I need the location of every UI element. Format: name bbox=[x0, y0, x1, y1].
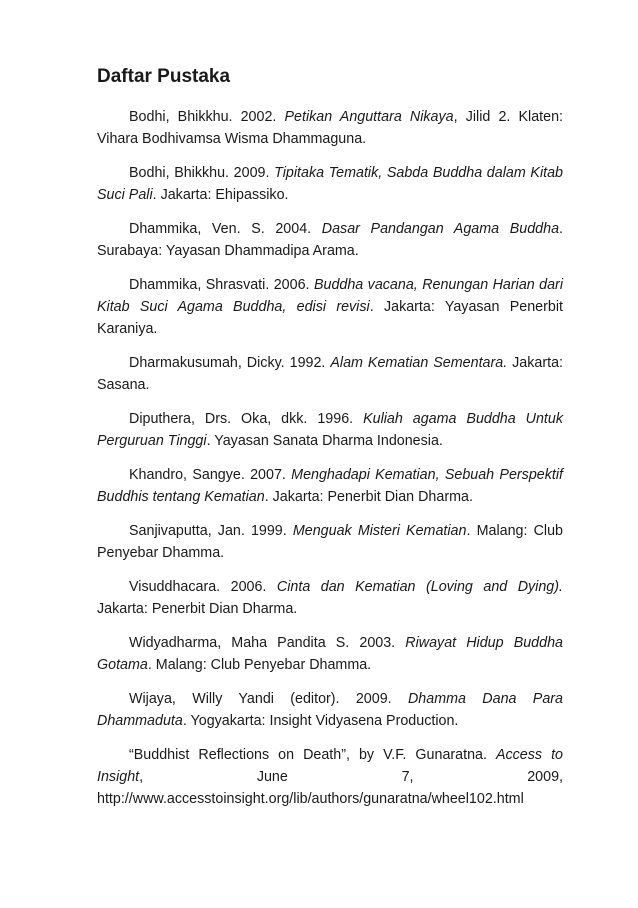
reference-entry bbox=[97, 688, 563, 732]
reference-title: Dasar Pandangan Agama Buddha bbox=[321, 221, 560, 237]
reference-publisher: , Jilid 2. Klaten: Vihara Bodhivamsa Wisma Dhammaguna. bbox=[97, 109, 563, 147]
reference-title: Riwayat Hidup Buddha Gotama bbox=[97, 635, 563, 673]
reference-title: Access to Insight bbox=[97, 747, 563, 785]
reference-title: Dhamma Dana Para Dhammaduta bbox=[97, 691, 563, 729]
reference-author-year: Sanjivaputta, Jan. 1999. bbox=[129, 523, 293, 539]
reference-publisher: . Yayasan Sanata Dharma Indonesia. bbox=[206, 433, 443, 449]
reference-author-year: “Buddhist Reflections on Death”, by V.F. Gunaratna. bbox=[129, 747, 496, 763]
reference-publisher: . Malang: Club Penyebar Dhamma. bbox=[97, 523, 563, 561]
reference-author-year: Khandro, Sangye. 2007. bbox=[129, 467, 292, 483]
reference-title: Petikan Anguttara Nikaya bbox=[284, 109, 454, 125]
reference-entry bbox=[97, 218, 563, 262]
reference-entry bbox=[97, 576, 563, 620]
reference-author-year: Diputhera, Drs. Oka, dkk. 1996. bbox=[129, 411, 364, 427]
reference-entry bbox=[97, 520, 563, 564]
reference-entry bbox=[97, 744, 563, 810]
reference-entry bbox=[97, 632, 563, 676]
reference-title: Menguak Misteri Kematian bbox=[292, 523, 467, 539]
reference-title: Tipitaka Tematik, Sabda Buddha dalam Kitab Suci Pali bbox=[97, 165, 563, 203]
reference-title: Menghadapi Kematian, Sebuah Perspektif Buddhis tentang Kematian bbox=[97, 467, 563, 505]
reference-list bbox=[97, 106, 563, 822]
reference-author-year: Dharmakusumah, Dicky. 1992. bbox=[129, 355, 331, 371]
reference-author-year: Visuddhacara. 2006. bbox=[129, 579, 277, 595]
reference-publisher: Jakarta: Sasana. bbox=[97, 355, 564, 393]
reference-entry bbox=[97, 106, 563, 150]
reference-entry bbox=[97, 464, 563, 508]
reference-entry bbox=[97, 162, 563, 206]
reference-entry bbox=[97, 274, 563, 340]
reference-publisher: . Jakarta: Yayasan Penerbit Karaniya. bbox=[97, 299, 563, 337]
reference-author-year: Dhammika, Ven. S. 2004. bbox=[129, 221, 322, 237]
reference-author-year: Dhammika, Shrasvati. 2006. bbox=[129, 277, 314, 293]
reference-publisher: Jakarta: Penerbit Dian Dharma. bbox=[97, 601, 298, 617]
reference-publisher: . Jakarta: Penerbit Dian Dharma. bbox=[264, 489, 473, 505]
reference-publisher: . Surabaya: Yayasan Dhammadipa Arama. bbox=[97, 221, 564, 259]
page-title: Daftar Pustaka bbox=[97, 66, 231, 87]
reference-author-year: Bodhi, Bhikkhu. 2009. bbox=[129, 165, 275, 181]
reference-title: Kuliah agama Buddha Untuk Perguruan Tinggi bbox=[97, 411, 563, 449]
reference-publisher: . Jakarta: Ehipassiko. bbox=[152, 187, 289, 203]
reference-author-year: Bodhi, Bhikkhu. 2002. bbox=[129, 109, 285, 125]
reference-author-year: Widyadharma, Maha Pandita S. 2003. bbox=[129, 635, 406, 651]
reference-entry bbox=[97, 352, 563, 396]
reference-entry bbox=[97, 408, 563, 452]
reference-publisher: , June 7, 2009, http://www.accesstoinsight.org/lib/authors/gunaratna/wheel102.html bbox=[97, 769, 563, 807]
reference-publisher: . Malang: Club Penyebar Dhamma. bbox=[147, 657, 372, 673]
reference-title: Alam Kematian Sementara. bbox=[330, 355, 508, 371]
reference-title: Cinta dan Kematian (Loving and Dying). bbox=[276, 579, 563, 595]
reference-publisher: . Yogyakarta: Insight Vidyasena Production. bbox=[182, 713, 459, 729]
reference-author-year: Wijaya, Willy Yandi (editor). 2009. bbox=[129, 691, 408, 707]
reference-title: Buddha vacana, Renungan Harian dari Kitab Suci Agama Buddha, edisi revisi bbox=[97, 277, 563, 315]
